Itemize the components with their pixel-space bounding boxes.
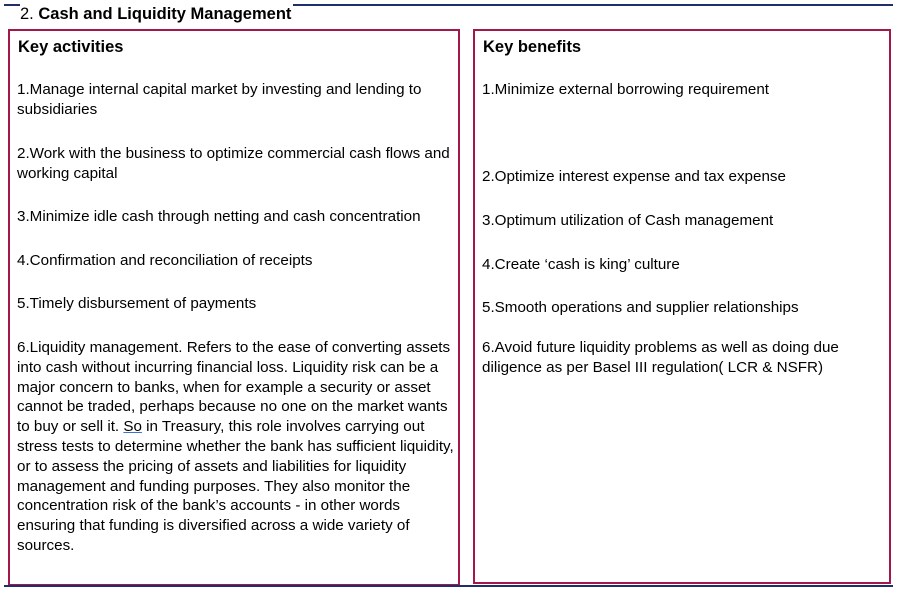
activity-item-3: 3.Minimize idle cash through netting and cash concentration (17, 208, 421, 225)
slide-title-number: 2. (20, 5, 34, 23)
activity-item-5: 5.Timely disbursement of payments (17, 295, 257, 312)
benefit-item-6: 6.Avoid future liquidity problems as well as doing due diligence as per Basel III regulation( LCR & NSFR) (482, 339, 839, 376)
benefit-item-1: 1.Minimize external borrowing requirement (482, 81, 769, 98)
activity-item-1: 1.Manage internal capital market by investing and lending to subsidiaries (17, 81, 422, 118)
benefit-item-5: 5.Smooth operations and supplier relationships (482, 299, 799, 316)
key-benefits-panel (473, 29, 891, 584)
bottom-rule (4, 585, 893, 587)
activity-item-6 (17, 338, 457, 556)
benefit-item-3: 3.Optimum utilization of Cash management (482, 212, 774, 229)
slide-title (20, 4, 293, 24)
activity-item-2: 2.Work with the business to optimize commercial cash flows and working capital (17, 145, 450, 182)
key-activities-heading: Key activities (18, 38, 124, 56)
benefit-item-2: 2.Optimize interest expense and tax expense (482, 168, 786, 185)
activity-item-6-underlined-word: So (123, 418, 142, 436)
slide-title-text: Cash and Liquidity Management (38, 5, 292, 23)
benefit-item-4: 4.Create ‘cash is king’ culture (482, 256, 680, 273)
key-benefits-heading: Key benefits (483, 38, 582, 56)
activity-item-6-part-2: in Treasury, this role involves carrying out stress tests to determine whether the bank has sufficient liquidity, or to assess the pricing of assets and liabilities for liquidity management and funding purposes. They also monitor the concentration risk of the bank’s accounts - in other words ensuring that funding is diversified across a wide variety of sources. (17, 418, 454, 554)
activity-item-6-part-1: 6.Liquidity management. Refers to the ease of converting assets into cash without incurring financial loss. Liquidity risk can be a major concern to banks, when for example a security or asset cannot be traded, perhaps because no one on the market wants to buy or sell it. (17, 339, 451, 436)
key-activities-panel (8, 29, 460, 586)
activity-item-4: 4.Confirmation and reconciliation of receipts (17, 252, 313, 269)
